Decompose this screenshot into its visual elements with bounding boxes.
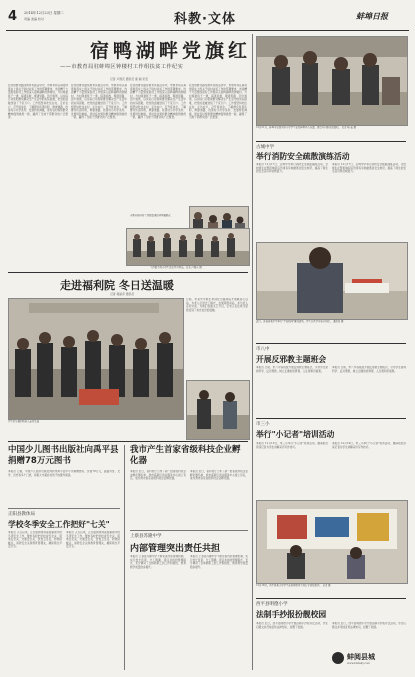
management-title: 内部管理突出责任共担 xyxy=(130,544,221,554)
law-body-col2: 本报讯 近日，西平县明德小学开展法制手抄报评比活动，学生们图文并茂地宣传法律知识，扮靓了校园。 xyxy=(332,622,406,629)
management-body-col1: 本报讯 上蔡县苏隆中学不断完善内部管理机制，实行校长负责、分工明确、责任共担的管理模式，充分调动了全体教职工的工作积极性，教育教学质量稳步提升。 xyxy=(130,555,186,569)
welfare-caption: 学生们与福利院老人亲切交流 xyxy=(8,420,40,423)
fire-body-col2: 本报讯 12月17日，古城中学举行消防安全疏散演练活动，全校师生在警报响起后迅速有序地撤离到安全地带，提高了师生的安全意识和自救能力。 xyxy=(332,163,406,174)
school-body-col1: 本报讯 入冬以来，正阳县教体局高度重视学校冬季安全工作，要求各校把好校舍安全关、用电安全关、交通安全关、饮食卫生关、防寒保暖关、消防安全关和教育管理关，确保师生平安过冬。 xyxy=(8,531,62,549)
school-title: 学校冬季安全工作把好"七关" xyxy=(8,520,110,529)
reporter-body-col2: 本报讯 12月19日，市三小举行"小记者"培训活动，邀请报社资深记者为学生讲解采访写作技巧。 xyxy=(332,442,406,449)
bottom-rule xyxy=(8,441,248,442)
lead-photo-classroom xyxy=(126,228,250,266)
incubator-title: 我市产生首家省级科技企业孵化器 xyxy=(130,445,241,466)
page-number: 4 xyxy=(8,9,18,24)
paper-logo: 蚌埠日报 xyxy=(356,12,388,21)
welfare-body: 日前，市某中学师生来到社会福利院开展献爱心活动，为老人们送去了棉衣、水果等慰问品，并与老人亲切交谈，为他们表演文艺节目，让老人们在寒冬里感受到了来自社会的温暖。 xyxy=(186,298,248,312)
right-photo-student xyxy=(256,242,408,320)
lead-subtitle: ——市教育局驻蚌埠区钟楼村工作组扶贫工作纪实 xyxy=(60,64,184,70)
student-photo-caption: 近日，汝南县某中学举行"平安校园"建设活动，学生认真学习安全知识。 通讯员 摄 xyxy=(256,320,344,323)
reporter-rule xyxy=(256,418,406,419)
lead-byline: 记者 卢国庆 通讯员 康 瑞 宋宏 xyxy=(110,77,149,81)
mid-divider xyxy=(124,445,125,670)
welfare-photo-small xyxy=(186,380,250,440)
law-body: 本报讯 近日，西平县明德小学开展法制手抄报评比活动，学生们图文并茂地宣传法律知识，扮靓了校园。 xyxy=(256,622,328,629)
book-body: 本报讯 日前，中国少儿图书出版社向我市禹平县中小学捐赠图书，价值78万元，涵盖科普、文学、历史等多个门类，将极大丰富农村孩子的课外阅读。 xyxy=(8,470,120,477)
management-rule xyxy=(130,530,248,531)
fire-kicker: 古城中学 xyxy=(256,145,274,150)
management-body-col2: 本报讯 上蔡县苏隆中学不断完善内部管理机制，实行校长负责、分工明确、责任共担的管理模式，充分调动了全体教职工的工作积极性，教育教学质量稳步提升。 xyxy=(190,555,248,569)
editors-line: 责编 美编 校对 xyxy=(24,17,44,21)
reading-rule xyxy=(256,343,406,344)
law-kicker: 西平县明德小学 xyxy=(256,602,288,607)
lead-photo2-caption: 工作组为村小学生送去学习用品。记者 卢国庆 摄 xyxy=(150,266,202,269)
welfare-byline: 记者 蒋丽萍 通讯员 xyxy=(110,292,135,296)
book-title: 中国少儿图书出版社向禹平县捐赠78万元图书 xyxy=(8,445,119,466)
lead-title: 宿鸭湖畔党旗红 xyxy=(90,40,252,62)
lead-body-col1: 在党的群众路线教育实践活动中，市教育局认真贯彻落实上级关于驻村扶贫工作的部署要求，选派精干力量组成驻村工作组深入宿鸭湖畔的钟楼村，与村两委班子一道，摸清底数、理清思路、因户施策，以实际行动帮助群众解决生产生活中的实际困难，把党的温暖送到了千家万户。工作组坚持吃住在村，走访农户，召开座谈会，了解群众所思所盼，修建道路、改善村小办学条件、发展特色种植，使村容村貌和群众精神面貌焕然一新，赢得了当地干部群众的广泛赞誉。 xyxy=(8,84,68,120)
incubator-body-col2: 本报讯 近日，省科技厅公布了新一批省级科技企业孵化器名单，我市高新区创业服务中心榜上有名，成为我市首家省级科技企业孵化器。 xyxy=(190,470,248,481)
right-photo-handcraft xyxy=(256,500,408,584)
welfare-photo-main xyxy=(8,298,184,420)
reporter-title: 举行"小记者"培训活动 xyxy=(256,430,335,439)
welfare-title: 走进福利院 冬日送温暖 xyxy=(60,279,174,292)
law-rule xyxy=(256,598,406,599)
welfare-rule xyxy=(8,272,248,273)
section-title: 科教·文体 xyxy=(174,12,236,27)
bottom-logo-icon xyxy=(332,652,344,664)
incubator-body-col1: 本报讯 近日，省科技厅公布了新一批省级科技企业孵化器名单，我市高新区创业服务中心榜上有名，成为我市首家省级科技企业孵化器。 xyxy=(130,470,186,481)
reading-body-col1: 本报讯 日前，市八中各班级开展反邪教主题班会，引导学生崇尚科学、反对邪教，树立正确的世界观、人生观和价值观。 xyxy=(256,366,328,373)
fire-rule xyxy=(256,141,406,142)
lead-body-col3: 在党的群众路线教育实践活动中，市教育局认真贯彻落实上级关于驻村扶贫工作的部署要求，选派精干力量组成驻村工作组深入宿鸭湖畔的钟楼村，与村两委班子一道，摸清底数、理清思路、因户施策，以实际行动帮助群众解决生产生活中的实际困难，把党的温暖送到了千家万户。工作组坚持吃住在村，走访农户，召开座谈会，了解群众所思所盼，修建道路、改善村小办学条件、发展特色种植，使村容村貌和群众精神面貌焕然一新，赢得了当地干部群众的广泛赞誉。 xyxy=(130,84,186,120)
reading-title: 开展反邪教主题班会 xyxy=(256,355,327,364)
reading-body-col2: 本报讯 日前，市八中各班级开展反邪教主题班会，引导学生崇尚科学、反对邪教，树立正确的世界观、人生观和价值观。 xyxy=(332,366,406,373)
bottom-logo xyxy=(332,650,406,670)
bottom-logo-text: 蚌阅县城 xyxy=(347,653,375,661)
school-kicker: 正阳县教体局 xyxy=(8,512,35,517)
reporter-kicker: 市三小 xyxy=(256,422,270,427)
reading-kicker: 市八中 xyxy=(256,347,270,352)
right-column-divider xyxy=(252,34,253,670)
page-header xyxy=(6,8,409,30)
right-photo-children xyxy=(256,36,408,126)
date-line: 2014年12月23日 星期二 xyxy=(24,11,64,15)
law-title: 法制手抄报扮靓校园 xyxy=(256,610,327,619)
school-rule xyxy=(8,508,120,509)
header-rule xyxy=(6,30,409,31)
handcraft-photo-caption: 12月18日，西平县某小学学生在老师指导下进行手抄报创作。 记者 摄 xyxy=(256,584,331,587)
fire-title: 举行消防安全疏散演练活动 xyxy=(256,152,350,161)
fire-body-col1: 本报讯 12月17日，古城中学举行消防安全疏散演练活动，全校师生在警报响起后迅速有序地撤离到安全地带，提高了师生的安全意识和自救能力。 xyxy=(256,163,328,174)
lead-photo1-caption: 市教育局驻村工作组看望慰问困难群众 xyxy=(130,214,171,217)
school-body-col2: 本报讯 入冬以来，正阳县教体局高度重视学校冬季安全工作，要求各校把好校舍安全关、用电安全关、交通安全关、饮食卫生关、防寒保暖关、消防安全关和教育管理关，确保师生平安过冬。 xyxy=(66,531,120,549)
management-kicker: 上蔡县苏隆中学 xyxy=(130,534,162,539)
lead-body-col4: 在党的群众路线教育实践活动中，市教育局认真贯彻落实上级关于驻村扶贫工作的部署要求，选派精干力量组成驻村工作组深入宿鸭湖畔的钟楼村，与村两委班子一道，摸清底数、理清思路、因户施策，以实际行动帮助群众解决生产生活中的实际困难，把党的温暖送到了千家万户。工作组坚持吃住在村，走访农户，召开座谈会，了解群众所思所盼，修建道路、改善村小办学条件、发展特色种植，使村容村貌和群众精神面貌焕然一新，赢得了当地干部群众的广泛赞誉。 xyxy=(189,84,247,120)
right-photo-caption: 12月21日，蚌埠市第四实验小学学生在校园里开心玩耍，感受冬日阳光的温暖。 记者 杨 淼 摄 xyxy=(256,126,356,129)
lead-body-col2: 在党的群众路线教育实践活动中，市教育局认真贯彻落实上级关于驻村扶贫工作的部署要求，选派精干力量组成驻村工作组深入宿鸭湖畔的钟楼村，与村两委班子一道，摸清底数、理清思路、因户施策，以实际行动帮助群众解决生产生活中的实际困难，把党的温暖送到了千家万户。工作组坚持吃住在村，走访农户，召开座谈会，了解群众所思所盼，修建道路、改善村小办学条件、发展特色种植，使村容村貌和群众精神面貌焕然一新，赢得了当地干部群众的广泛赞誉。 xyxy=(71,84,127,120)
bottom-logo-sub: www.bbdaily.com xyxy=(347,662,370,665)
reporter-body-col1: 本报讯 12月19日，市三小举行"小记者"培训活动，邀请报社资深记者为学生讲解采访写作技巧。 xyxy=(256,442,328,449)
